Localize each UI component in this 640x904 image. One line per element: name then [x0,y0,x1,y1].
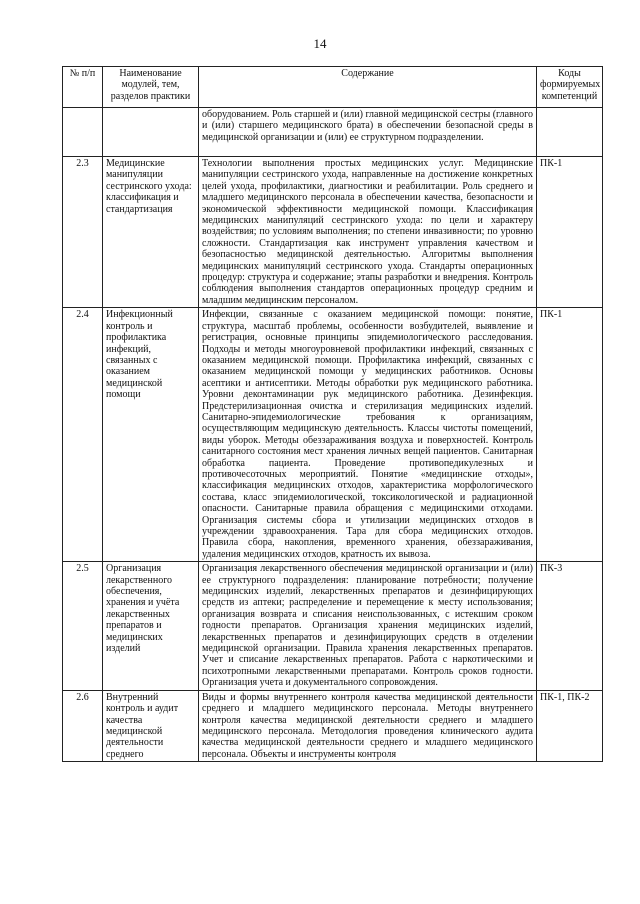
cell-content: Инфекции, связанные с оказанием медицинской помощи: понятие, структура, масштаб проблемы, особенности возбудителей, выявление и регистрация, основные принципы эпидемиологического расследования. Подходы и методы многоуровневой профилактики инфекций, связанных с оказанием медицинской помощи. Профилактика инфекций, связанных с оказанием медицинской помощи у медицинских работников. Основы асептики и антисептики. Методы обработки рук медицинского работника. Уровни деконтаминации рук медицинского работника. Дезинфекция. Предстерилизационная очистка и стерилизация медицинских изделий. Санитарно-эпидемиологические требования к организациям, осуществляющим медицинскую деятельность. Классы чистоты помещений, виды уборок. Методы обеззараживания воздуха и поверхностей. Контроль санитарного состояния мест хранения личных вещей пациентов. Санитарная обработка пациента. Проведение противопедикулезных и противочесоточных мероприятий. Понятие «медицинские отходы», классификация медицинских отходов, характеристика морфологического состава, класс эпидемиологической, токсикологической и радиационной опасности. Санитарные правила обращения с медицинскими отходами. Организация системы сбора и утилизации медицинских отходов в учреждении здравоохранения. Тара для сбора медицинских отходов. Правила сбора, накопления, временного хранения, обеззараживания, удаления медицинских отходов, кратность их вывоза. [199,308,537,562]
cell-codes: ПК-1 [537,308,603,562]
table-row-continuation [63,108,603,157]
cell-content: оборудованием. Роль старшей и (или) главной медицинской сестры (главного и (или) старшего медицинского брата) в обеспечении безопасной среды в медицинской организации и (или) ее структурном подразделении. [199,108,537,157]
cell-name: Организация лекарственного обеспечения, хранения и учёта лекарственных препаратов и медицинских изделий [103,562,199,690]
cell-codes: ПК-1, ПК-2 [537,690,603,761]
table-row [63,157,603,308]
cell-codes: ПК-3 [537,562,603,690]
cell-name: Внутренний контроль и аудит качества медицинской деятельности среднего [103,690,199,761]
header-num: № п/п [63,67,103,108]
header-codes: Коды формируемых компетенций [537,67,603,108]
cell-content: Организация лекарственного обеспечения медицинской организации и (или) ее структурного подразделения: планирование потребности; получение медицинских изделий, лекарственных препаратов и дезинфицирующих средств из аптеки; распределение и перемещение к месту использования; организация возврата и списания неиспользованных, с истекшим сроком годности препаратов. Организация хранения медицинских изделий, лекарственных препаратов и дезинфицирующих средств в отделении медицинской организации. Правила хранения лекарственных препаратов. Учет и списание лекарственных препаратов. Работа с наркотическими и психотропными лекарственными препаратами. Контроль сроков годности. Организация учета и документального сопровождения. [199,562,537,690]
header-name: Наименование модулей, тем, разделов практики [103,67,199,108]
cell-num: 2.3 [63,157,103,308]
cell-num: 2.6 [63,690,103,761]
cell-name: Медицинские манипуляции сестринского ухода: классификация и стандартизация [103,157,199,308]
curriculum-table [62,66,603,762]
cell-codes: ПК-1 [537,157,603,308]
table-row [63,690,603,761]
cell-num: 2.4 [63,308,103,562]
cell-name: Инфекционный контроль и профилактика инфекций, связанных с оказанием медицинской помощи [103,308,199,562]
cell-num [63,108,103,157]
table-row [63,562,603,690]
cell-codes [537,108,603,157]
cell-content: Технологии выполнения простых медицинских услуг. Медицинские манипуляции сестринского ухода, направленные на достижение конкретных целей ухода, профилактики, диагностики и реабилитации. Роль среднего и младшего медицинского персонала в обеспечении качества, безопасности и экономической эффективности медицинской помощи. Классификация медицинских манипуляций сестринского ухода: по цели и характеру воздействия; по условиям выполнения; по степени инвазивности; по уровню сложности. Стандартизация как инструмент управления качеством и безопасностью медицинской деятельностью. Алгоритмы выполнения медицинских манипуляций сестринского ухода. Стандарты операционных процедур: структура и содержание; этапы разработки и внедрения. Контроль соблюдения выполнения стандартов операционных процедур средним и младшим медицинским персоналом. [199,157,537,308]
header-content: Содержание [199,67,537,108]
table-header-row [63,67,603,108]
table-row [63,308,603,562]
page-number: 14 [313,36,327,51]
cell-content: Виды и формы внутреннего контроля качества медицинской деятельности среднего и младшего медицинского персонала. Методы внутреннего контроля качества медицинской деятельности среднего и младшего медицинского персонала. Методология проведения клинического аудита качества медицинской деятельности среднего и младшего медицинского персонала. Объекты и инструменты контроля [199,690,537,761]
cell-num: 2.5 [63,562,103,690]
cell-name [103,108,199,157]
